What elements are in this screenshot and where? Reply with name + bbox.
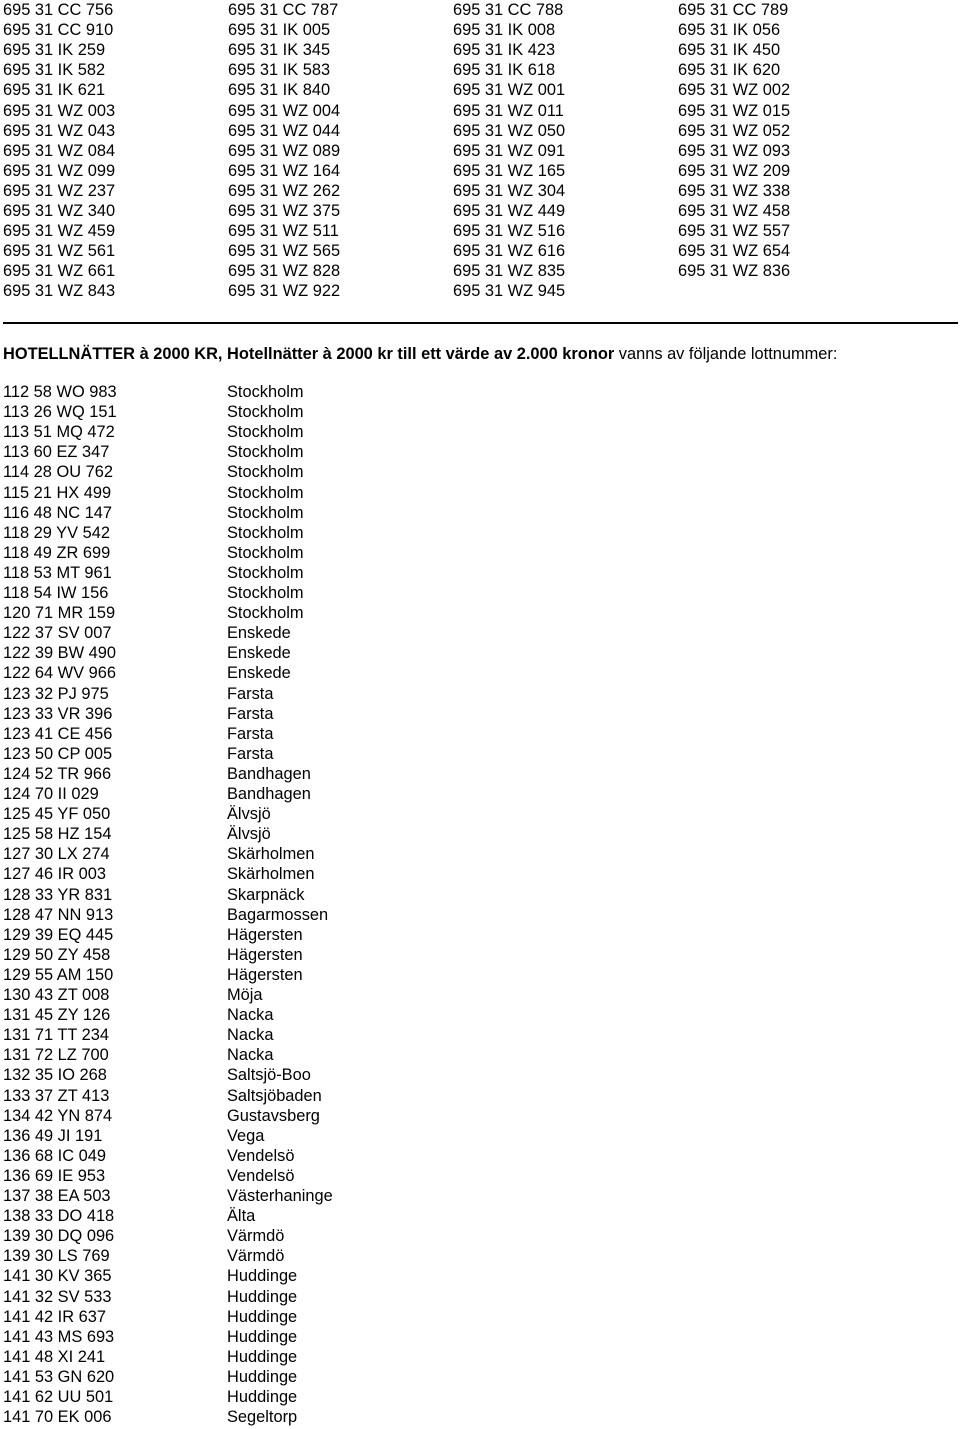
- winner-place: Bandhagen: [227, 764, 311, 783]
- grid-cell: 695 31 WZ 843: [3, 282, 116, 301]
- grid-cell: 695 31 WZ 661: [3, 262, 116, 281]
- winner-number: 136 68 IC 049: [3, 1146, 106, 1165]
- grid-cell: 695 31 IK 345: [228, 41, 331, 60]
- grid-cell: 695 31 IK 621: [3, 81, 106, 100]
- winner-number: 130 43 ZT 008: [3, 986, 110, 1004]
- winner-place: Stockholm: [227, 543, 304, 562]
- winner-number: 123 32 PJ 975: [3, 684, 109, 703]
- winner-place: Nacka: [227, 1006, 274, 1025]
- grid-cell: 695 31 CC 787: [228, 1, 339, 19]
- winner-place: Älvsjö: [227, 825, 271, 844]
- winner-place: Huddinge: [227, 1347, 298, 1366]
- winner-place: Hägersten: [227, 925, 303, 944]
- winner-number: 139 30 DQ 096: [3, 1227, 115, 1246]
- grid-cell: 695 31 WZ 565: [228, 242, 341, 261]
- winner-number: 113 60 EZ 347: [3, 443, 110, 462]
- grid-cell: 695 31 WZ 164: [228, 161, 341, 180]
- winner-number: 141 43 MS 693: [3, 1327, 115, 1346]
- winner-number: 129 55 AM 150: [3, 965, 114, 984]
- grid-cell: 695 31 WZ 458: [678, 202, 791, 220]
- grid-cell: 695 31 WZ 338: [678, 181, 791, 200]
- winner-number: 134 42 YN 874: [3, 1106, 113, 1125]
- winner-place: Värmdö: [227, 1247, 285, 1266]
- winner-number: 114 28 OU 762: [3, 463, 113, 482]
- winner-place: Farsta: [227, 744, 274, 763]
- grid-cell: 695 31 IK 056: [678, 21, 781, 40]
- winner-number: 131 45 ZY 126: [3, 1006, 111, 1025]
- winner-number: 129 39 EQ 445: [3, 925, 114, 944]
- grid-cell: 695 31 WZ 001: [453, 81, 566, 100]
- grid-cell: 695 31 WZ 003: [3, 101, 116, 120]
- winner-place: Stockholm: [227, 423, 304, 442]
- winner-number: 138 33 DO 418: [3, 1207, 115, 1226]
- grid-cell: 695 31 IK 005: [228, 21, 331, 40]
- winner-place: Älta: [227, 1207, 256, 1226]
- grid-cell: 695 31 WZ 237: [3, 181, 116, 200]
- winner-number: 128 33 YR 831: [3, 885, 113, 904]
- winner-place: Västerhaninge: [227, 1187, 333, 1205]
- winner-number: 127 30 LX 274: [3, 845, 110, 864]
- winner-number: 141 32 SV 533: [3, 1287, 112, 1306]
- grid-cell: 695 31 WZ 511: [228, 222, 339, 241]
- winner-number: 123 33 VR 396: [3, 704, 113, 723]
- winner-number: 141 42 IR 637: [3, 1307, 106, 1326]
- winner-number: 118 54 IW 156: [3, 584, 109, 602]
- grid-cell: 695 31 WZ 616: [453, 242, 566, 261]
- winner-place: Huddinge: [227, 1287, 298, 1306]
- grid-cell: 695 31 WZ 561: [3, 242, 116, 261]
- winner-place: Saltsjöbaden: [227, 1086, 322, 1105]
- winner-place: Vendelsö: [227, 1166, 295, 1185]
- grid-cell: 695 31 WZ 375: [228, 202, 341, 220]
- winner-place: Hägersten: [227, 965, 303, 984]
- winner-place: Värmdö: [227, 1227, 285, 1246]
- grid-cell: 695 31 WZ 945: [453, 282, 566, 301]
- winner-number: 136 49 JI 191: [3, 1126, 103, 1145]
- winner-place: Farsta: [227, 704, 274, 723]
- winner-place: Enskede: [227, 664, 291, 683]
- winner-number: 124 70 II 029: [3, 785, 99, 803]
- winner-place: Stockholm: [227, 563, 304, 582]
- winner-place: Stockholm: [227, 523, 304, 542]
- winner-place: Enskede: [227, 644, 291, 663]
- grid-cell: 695 31 WZ 654: [678, 242, 791, 261]
- grid-cell: 695 31 WZ 099: [3, 161, 116, 180]
- prize-heading-bold: HOTELLNÄTTER à 2000 KR, Hotellnätter à 2000 kr till ett värde av 2.000 kronor: [3, 345, 615, 363]
- winner-place: Stockholm: [227, 503, 304, 522]
- winner-number: 113 26 WQ 151: [3, 403, 117, 422]
- winner-place: Bandhagen: [227, 785, 311, 803]
- winner-place: Segeltorp: [227, 1408, 298, 1427]
- winner-place: Stockholm: [227, 463, 304, 482]
- winner-number: 131 72 LZ 700: [3, 1046, 109, 1065]
- winner-place: Huddinge: [227, 1367, 298, 1386]
- grid-cell: 695 31 IK 620: [678, 61, 781, 80]
- winner-place: Skarpnäck: [227, 885, 305, 904]
- winner-place: Huddinge: [227, 1267, 298, 1286]
- winner-number: 128 47 NN 913: [3, 905, 114, 924]
- grid-cell: 695 31 IK 583: [228, 61, 331, 80]
- winner-number: 132 35 IO 268: [3, 1066, 107, 1085]
- grid-cell: 695 31 CC 756: [3, 1, 114, 19]
- grid-cell: 695 31 WZ 004: [228, 101, 341, 120]
- grid-cell: 695 31 WZ 089: [228, 141, 341, 160]
- prize-heading-text: vanns av följande lottnummer:: [614, 345, 838, 363]
- winner-place: Älvsjö: [227, 805, 271, 824]
- winner-number: 115 21 HX 499: [3, 483, 112, 502]
- grid-cell: 695 31 WZ 828: [228, 262, 341, 281]
- grid-cell: 695 31 WZ 304: [453, 181, 566, 200]
- grid-cell: 695 31 WZ 002: [678, 81, 791, 100]
- winner-place: Gustavsberg: [227, 1106, 320, 1125]
- winner-place: Stockholm: [227, 584, 304, 602]
- winner-number: 141 70 EK 006: [3, 1408, 112, 1427]
- grid-cell: 695 31 IK 840: [228, 81, 331, 100]
- winner-number: 139 30 LS 769: [3, 1247, 110, 1266]
- winner-number: 122 39 BW 490: [3, 644, 116, 663]
- grid-cell: 695 31 CC 789: [678, 1, 789, 19]
- winner-place: Huddinge: [227, 1327, 298, 1346]
- winner-place: Vendelsö: [227, 1146, 295, 1165]
- grid-cell: 695 31 WZ 093: [678, 141, 791, 160]
- winner-number: 120 71 MR 159: [3, 604, 116, 623]
- winner-place: Hägersten: [227, 945, 303, 964]
- winner-place: Saltsjö-Boo: [227, 1066, 311, 1085]
- grid-cell: 695 31 CC 910: [3, 21, 114, 40]
- grid-cell: 695 31 WZ 340: [3, 202, 116, 220]
- grid-cell: 695 31 WZ 050: [453, 121, 566, 140]
- grid-cell: 695 31 IK 423: [453, 41, 556, 60]
- grid-cell: 695 31 WZ 044: [228, 121, 341, 140]
- winner-place: Möja: [227, 986, 263, 1004]
- winner-place: Vega: [227, 1126, 265, 1145]
- winner-place: Stockholm: [227, 443, 304, 462]
- winner-place: Huddinge: [227, 1388, 298, 1406]
- winner-number: 112 58 WO 983: [3, 383, 117, 401]
- lottery-number-grid: [3, 0, 960, 306]
- grid-cell: 695 31 WZ 516: [453, 222, 566, 241]
- winner-place: Stockholm: [227, 383, 304, 401]
- winner-place: Nacka: [227, 1026, 274, 1045]
- winner-number: 136 69 IE 953: [3, 1166, 106, 1185]
- grid-cell: 695 31 WZ 836: [678, 262, 791, 281]
- winner-number: 129 50 ZY 458: [3, 945, 111, 964]
- grid-cell: 695 31 IK 582: [3, 61, 106, 80]
- winner-number: 125 45 YF 050: [3, 805, 111, 824]
- winner-number: 141 48 XI 241: [3, 1347, 106, 1366]
- winner-number: 141 62 UU 501: [3, 1388, 114, 1406]
- grid-cell: 695 31 WZ 835: [453, 262, 566, 281]
- winner-number: 116 48 NC 147: [3, 503, 113, 522]
- winner-number: 125 58 HZ 154: [3, 825, 112, 844]
- winner-place: Stockholm: [227, 403, 304, 422]
- winner-place: Huddinge: [227, 1307, 298, 1326]
- winner-place: Bagarmossen: [227, 905, 329, 924]
- winner-number: 118 29 YV 542: [3, 523, 110, 542]
- winner-number: 122 37 SV 007: [3, 624, 112, 643]
- winner-number: 133 37 ZT 413: [3, 1086, 110, 1105]
- prize-heading: [3, 343, 960, 365]
- grid-cell: 695 31 WZ 922: [228, 282, 341, 301]
- winner-place: Enskede: [227, 624, 291, 643]
- grid-cell: 695 31 IK 450: [678, 41, 781, 60]
- winner-number: 122 64 WV 966: [3, 664, 116, 683]
- winner-number: 137 38 EA 503: [3, 1187, 111, 1205]
- grid-cell: 695 31 WZ 209: [678, 161, 791, 180]
- winner-place: Farsta: [227, 724, 274, 743]
- winner-number: 141 30 KV 365: [3, 1267, 112, 1286]
- grid-cell: 695 31 WZ 557: [678, 222, 791, 241]
- grid-cell: 695 31 WZ 091: [453, 141, 566, 160]
- winner-place: Stockholm: [227, 483, 304, 502]
- grid-cell: 695 31 CC 788: [453, 1, 564, 19]
- winner-number: 127 46 IR 003: [3, 865, 106, 884]
- grid-cell: 695 31 IK 618: [453, 61, 556, 80]
- winner-number: 123 50 CP 005: [3, 744, 113, 763]
- grid-cell: 695 31 WZ 262: [228, 181, 341, 200]
- grid-cell: 695 31 WZ 015: [678, 101, 791, 120]
- grid-cell: 695 31 IK 259: [3, 41, 106, 60]
- winner-number: 118 49 ZR 699: [3, 543, 111, 562]
- grid-cell: 695 31 WZ 052: [678, 121, 791, 140]
- grid-cell: 695 31 WZ 459: [3, 222, 116, 241]
- winner-number: 113 51 MQ 472: [3, 423, 115, 442]
- grid-cell: 695 31 WZ 043: [3, 121, 116, 140]
- grid-cell: 695 31 WZ 165: [453, 161, 566, 180]
- winner-number: 131 71 TT 234: [3, 1026, 110, 1045]
- winner-place: Skärholmen: [227, 845, 315, 864]
- grid-cell: 695 31 WZ 084: [3, 141, 116, 160]
- winner-number: 141 53 GN 620: [3, 1367, 115, 1386]
- winner-place: Skärholmen: [227, 865, 315, 884]
- grid-cell: 695 31 WZ 449: [453, 202, 566, 220]
- winner-place: Stockholm: [227, 604, 304, 623]
- winner-place: Farsta: [227, 684, 274, 703]
- grid-cell: 695 31 IK 008: [453, 21, 556, 40]
- winner-number: 118 53 MT 961: [3, 563, 112, 582]
- section-divider: [3, 322, 958, 324]
- winner-number: 123 41 CE 456: [3, 724, 113, 743]
- winner-number: 124 52 TR 966: [3, 764, 112, 783]
- winner-place: Nacka: [227, 1046, 274, 1065]
- grid-cell: 695 31 WZ 011: [453, 101, 564, 120]
